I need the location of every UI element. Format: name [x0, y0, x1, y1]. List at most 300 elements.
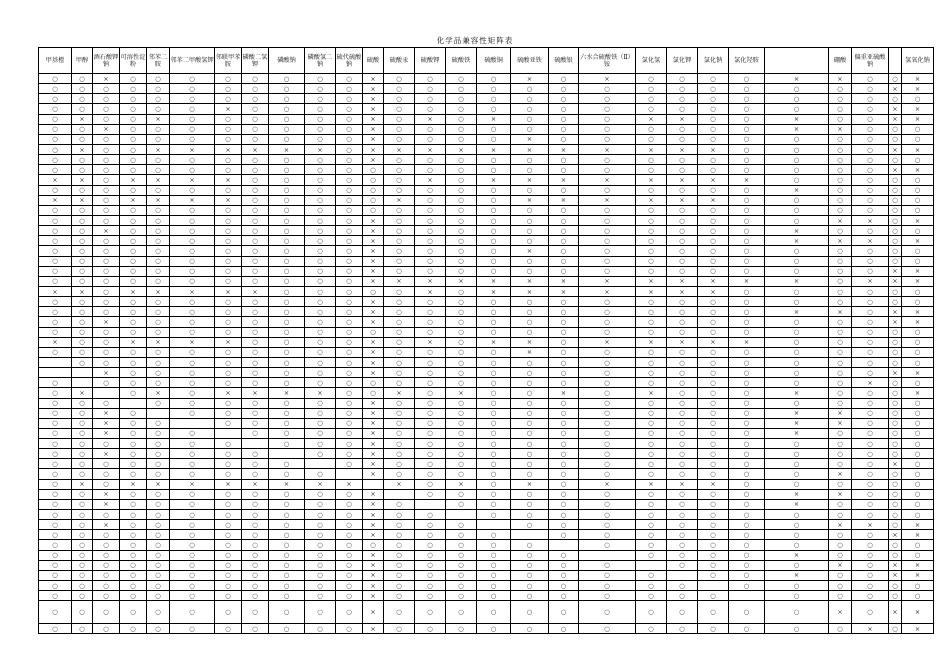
matrix-cell: ○: [170, 276, 215, 286]
matrix-cell: ○: [698, 499, 729, 509]
matrix-cell: ○: [549, 591, 579, 601]
matrix-cell: ○: [93, 215, 120, 225]
matrix-cell: ○: [829, 459, 852, 469]
matrix-cell: ×: [579, 175, 636, 185]
matrix-cell: ×: [511, 479, 549, 489]
matrix-cell: ○: [147, 226, 170, 236]
table-row: [39, 439, 934, 449]
matrix-cell: ○: [446, 286, 477, 296]
matrix-cell: ○: [729, 226, 765, 236]
matrix-cell: ○: [305, 327, 336, 337]
matrix-cell: ×: [889, 84, 902, 94]
matrix-cell: ×: [511, 175, 549, 185]
matrix-cell: ×: [363, 276, 384, 286]
matrix-cell: ○: [579, 459, 636, 469]
matrix-cell: ×: [902, 236, 934, 246]
matrix-cell: ×: [667, 286, 698, 296]
matrix-cell: ×: [363, 226, 384, 236]
matrix-cell: ○: [446, 337, 477, 347]
matrix-cell: ○: [93, 530, 120, 540]
matrix-cell: ○: [269, 327, 305, 337]
matrix-cell: ○: [636, 266, 667, 276]
matrix-cell: ×: [147, 337, 170, 347]
matrix-cell: ○: [729, 205, 765, 215]
matrix-cell: ○: [120, 520, 147, 530]
matrix-cell: ○: [902, 195, 934, 205]
matrix-cell: ○: [729, 357, 765, 367]
matrix-cell: ○: [147, 469, 170, 479]
matrix-cell: ○: [72, 449, 93, 459]
matrix-cell: ○: [852, 489, 889, 499]
matrix-cell: ○: [729, 428, 765, 438]
matrix-cell: ○: [549, 560, 579, 570]
matrix-cell: ○: [902, 327, 934, 337]
matrix-cell: ×: [39, 337, 72, 347]
matrix-cell: ○: [902, 357, 934, 367]
matrix-cell: ○: [765, 337, 829, 347]
matrix-cell: ○: [415, 408, 446, 418]
matrix-cell: ○: [242, 297, 269, 307]
matrix-cell: ×: [902, 570, 934, 580]
column-header: 氯化氢: [636, 48, 667, 74]
matrix-cell: ○: [242, 205, 269, 215]
matrix-cell: ○: [93, 570, 120, 580]
matrix-cell: ×: [729, 276, 765, 286]
matrix-cell: ×: [636, 276, 667, 286]
matrix-cell: ○: [579, 357, 636, 367]
matrix-cell: ○: [336, 205, 363, 215]
matrix-cell: ×: [636, 479, 667, 489]
matrix-cell: ○: [120, 205, 147, 215]
matrix-cell: ○: [579, 530, 636, 540]
matrix-cell: ×: [363, 459, 384, 469]
matrix-cell: ×: [698, 276, 729, 286]
matrix-cell: ×: [636, 175, 667, 185]
matrix-cell: ×: [477, 144, 511, 154]
matrix-cell: ×: [93, 226, 120, 236]
matrix-cell: ×: [305, 144, 336, 154]
matrix-cell: ○: [477, 307, 511, 317]
matrix-cell: ×: [363, 398, 384, 408]
matrix-cell: ×: [579, 479, 636, 489]
matrix-cell: ○: [829, 368, 852, 378]
matrix-cell: ○: [242, 368, 269, 378]
matrix-cell: ○: [446, 540, 477, 550]
matrix-cell: ×: [446, 276, 477, 286]
matrix-cell: ○: [415, 428, 446, 438]
matrix-cell: ○: [120, 560, 147, 570]
matrix-cell: ○: [698, 347, 729, 357]
matrix-cell: ○: [415, 591, 446, 601]
matrix-cell: ○: [415, 266, 446, 276]
matrix-cell: ×: [363, 560, 384, 570]
matrix-cell: ×: [698, 337, 729, 347]
matrix-cell: ○: [765, 246, 829, 256]
matrix-cell: ○: [511, 205, 549, 215]
matrix-cell: ×: [363, 347, 384, 357]
matrix-cell: ○: [889, 378, 902, 388]
matrix-cell: ○: [363, 195, 384, 205]
matrix-cell: ○: [446, 185, 477, 195]
matrix-cell: ○: [215, 570, 242, 580]
matrix-cell: ○: [39, 601, 72, 624]
matrix-cell: ○: [147, 398, 170, 408]
matrix-cell: ○: [829, 347, 852, 357]
matrix-cell: ○: [147, 499, 170, 509]
matrix-cell: ○: [729, 215, 765, 225]
matrix-cell: ○: [147, 439, 170, 449]
matrix-cell: ○: [511, 84, 549, 94]
matrix-cell: ○: [579, 398, 636, 408]
matrix-cell: ○: [72, 418, 93, 428]
matrix-cell: ○: [305, 165, 336, 175]
matrix-cell: ○: [667, 530, 698, 540]
matrix-cell: ○: [215, 408, 242, 418]
matrix-cell: ○: [902, 591, 934, 601]
matrix-cell: ○: [729, 530, 765, 540]
matrix-cell: ○: [889, 581, 902, 591]
matrix-cell: ×: [384, 479, 415, 489]
matrix-cell: ○: [215, 124, 242, 134]
matrix-cell: ○: [336, 175, 363, 185]
matrix-cell: ×: [511, 74, 549, 84]
matrix-cell: ○: [269, 155, 305, 165]
matrix-cell: ○: [446, 530, 477, 540]
table-row: [39, 601, 934, 624]
matrix-cell: ○: [852, 226, 889, 236]
matrix-cell: ○: [93, 104, 120, 114]
matrix-cell: ×: [765, 489, 829, 499]
matrix-cell: ○: [39, 236, 72, 246]
matrix-cell: ○: [415, 510, 446, 520]
matrix-cell: ○: [269, 439, 305, 449]
matrix-cell: ○: [269, 418, 305, 428]
matrix-cell: ○: [852, 469, 889, 479]
matrix-cell: ○: [729, 459, 765, 469]
matrix-cell: ○: [852, 368, 889, 378]
matrix-cell: ○: [477, 378, 511, 388]
matrix-cell: ○: [698, 94, 729, 104]
matrix-cell: ×: [765, 236, 829, 246]
matrix-cell: ○: [829, 540, 852, 550]
matrix-cell: ○: [579, 347, 636, 357]
matrix-cell: ×: [363, 368, 384, 378]
matrix-cell: ○: [852, 398, 889, 408]
matrix-cell: ○: [170, 550, 215, 560]
matrix-cell: ○: [215, 469, 242, 479]
matrix-cell: ○: [765, 357, 829, 367]
matrix-cell: ○: [242, 591, 269, 601]
matrix-cell: ○: [889, 246, 902, 256]
column-header: 磷酸氢二钠: [305, 48, 336, 74]
matrix-cell: ×: [120, 175, 147, 185]
matrix-cell: ○: [698, 540, 729, 550]
matrix-cell: ○: [384, 581, 415, 591]
matrix-cell: ×: [415, 276, 446, 286]
matrix-cell: ○: [120, 459, 147, 469]
matrix-cell: ○: [852, 114, 889, 124]
matrix-cell: ○: [120, 469, 147, 479]
matrix-cell: ○: [72, 624, 93, 634]
matrix-cell: ○: [446, 84, 477, 94]
matrix-cell: ×: [269, 479, 305, 489]
table-row: [39, 205, 934, 215]
matrix-cell: ○: [636, 317, 667, 327]
matrix-cell: ○: [477, 398, 511, 408]
matrix-cell: ○: [269, 236, 305, 246]
matrix-cell: ○: [415, 347, 446, 357]
matrix-cell: ○: [72, 124, 93, 134]
matrix-cell: ○: [147, 297, 170, 307]
matrix-cell: ○: [269, 489, 305, 499]
matrix-cell: ○: [549, 439, 579, 449]
matrix-cell: ○: [415, 398, 446, 408]
matrix-cell: ×: [829, 520, 852, 530]
table-row: [39, 246, 934, 256]
matrix-cell: ○: [120, 327, 147, 337]
matrix-cell: ○: [305, 581, 336, 591]
matrix-cell: ○: [72, 104, 93, 114]
matrix-cell: ○: [698, 226, 729, 236]
matrix-cell: ○: [39, 479, 72, 489]
table-row: [39, 236, 934, 246]
matrix-cell: ○: [446, 317, 477, 327]
matrix-cell: ○: [889, 215, 902, 225]
matrix-cell: ○: [72, 307, 93, 317]
matrix-cell: ○: [170, 357, 215, 367]
matrix-cell: ○: [384, 134, 415, 144]
matrix-cell: ○: [636, 624, 667, 634]
matrix-cell: ○: [384, 510, 415, 520]
matrix-cell: ○: [269, 398, 305, 408]
matrix-cell: ○: [215, 155, 242, 165]
matrix-cell: ○: [667, 104, 698, 114]
matrix-cell: ○: [72, 489, 93, 499]
matrix-cell: ○: [305, 155, 336, 165]
matrix-cell: ○: [336, 286, 363, 296]
matrix-cell: ○: [729, 510, 765, 520]
matrix-cell: ○: [39, 624, 72, 634]
matrix-cell: ○: [579, 418, 636, 428]
matrix-cell: ○: [765, 297, 829, 307]
matrix-cell: ○: [215, 84, 242, 94]
matrix-cell: ×: [579, 74, 636, 84]
matrix-cell: ○: [765, 104, 829, 114]
matrix-cell: ×: [829, 215, 852, 225]
matrix-cell: ○: [170, 530, 215, 540]
matrix-cell: ×: [765, 428, 829, 438]
matrix-cell: ○: [549, 226, 579, 236]
matrix-cell: ○: [242, 94, 269, 104]
matrix-cell: ×: [636, 114, 667, 124]
matrix-cell: ○: [305, 449, 336, 459]
matrix-cell: ×: [39, 175, 72, 185]
matrix-cell: ○: [93, 459, 120, 469]
matrix-cell: ×: [889, 165, 902, 175]
matrix-cell: ○: [477, 124, 511, 134]
matrix-cell: ○: [698, 368, 729, 378]
matrix-cell: ○: [93, 510, 120, 520]
matrix-cell: ○: [636, 307, 667, 317]
matrix-cell: ○: [698, 408, 729, 418]
matrix-cell: ○: [667, 520, 698, 530]
matrix-cell: ○: [269, 347, 305, 357]
matrix-cell: ○: [72, 428, 93, 438]
matrix-cell: ○: [667, 165, 698, 175]
matrix-cell: ○: [829, 378, 852, 388]
matrix-cell: ○: [242, 550, 269, 560]
matrix-cell: ×: [72, 388, 93, 398]
matrix-cell: ×: [765, 276, 829, 286]
matrix-cell: ○: [269, 195, 305, 205]
matrix-cell: ○: [698, 357, 729, 367]
matrix-cell: ○: [415, 327, 446, 337]
matrix-cell: ○: [269, 550, 305, 560]
matrix-cell: ○: [93, 398, 120, 408]
matrix-cell: ○: [549, 114, 579, 124]
table-row: [39, 499, 934, 509]
matrix-cell: ○: [93, 286, 120, 296]
matrix-cell: ○: [667, 357, 698, 367]
matrix-cell: ○: [889, 499, 902, 509]
matrix-cell: ○: [698, 256, 729, 266]
matrix-cell: ○: [72, 134, 93, 144]
matrix-cell: ○: [477, 601, 511, 624]
matrix-cell: ○: [852, 266, 889, 276]
matrix-cell: ○: [72, 337, 93, 347]
matrix-cell: ○: [305, 276, 336, 286]
matrix-cell: ×: [363, 155, 384, 165]
matrix-cell: ○: [215, 459, 242, 469]
matrix-cell: ○: [579, 226, 636, 236]
matrix-cell: ○: [889, 449, 902, 459]
matrix-cell: ○: [579, 601, 636, 624]
matrix-cell: ○: [549, 550, 579, 560]
matrix-cell: ○: [636, 398, 667, 408]
matrix-cell: ○: [446, 570, 477, 580]
matrix-cell: ○: [729, 398, 765, 408]
matrix-cell: ○: [72, 408, 93, 418]
matrix-cell: ○: [242, 74, 269, 84]
matrix-cell: ×: [384, 276, 415, 286]
matrix-cell: ○: [384, 337, 415, 347]
matrix-cell: ○: [829, 175, 852, 185]
matrix-cell: ○: [511, 428, 549, 438]
matrix-cell: ×: [170, 337, 215, 347]
matrix-cell: ○: [765, 317, 829, 327]
matrix-cell: [636, 560, 667, 570]
matrix-cell: ○: [305, 378, 336, 388]
matrix-cell: ○: [39, 388, 72, 398]
matrix-cell: ○: [72, 540, 93, 550]
matrix-cell: ○: [446, 418, 477, 428]
matrix-cell: ○: [477, 317, 511, 327]
matrix-cell: ○: [39, 398, 72, 408]
matrix-cell: ○: [384, 601, 415, 624]
matrix-cell: ○: [477, 297, 511, 307]
matrix-cell: ○: [636, 84, 667, 94]
matrix-cell: ○: [93, 347, 120, 357]
matrix-cell: ○: [829, 195, 852, 205]
matrix-cell: ○: [852, 499, 889, 509]
matrix-cell: ○: [636, 581, 667, 591]
matrix-cell: ○: [72, 550, 93, 560]
matrix-cell: ×: [698, 175, 729, 185]
matrix-cell: ○: [39, 215, 72, 225]
matrix-cell: ○: [170, 624, 215, 634]
matrix-cell: ○: [242, 155, 269, 165]
matrix-cell: ○: [698, 428, 729, 438]
matrix-cell: ○: [446, 226, 477, 236]
matrix-cell: ○: [579, 215, 636, 225]
matrix-cell: ○: [120, 215, 147, 225]
matrix-cell: ○: [511, 297, 549, 307]
matrix-cell: ×: [477, 276, 511, 286]
matrix-cell: ○: [829, 226, 852, 236]
matrix-cell: ○: [667, 378, 698, 388]
matrix-cell: ○: [242, 624, 269, 634]
matrix-cell: ○: [336, 165, 363, 175]
matrix-cell: ○: [170, 215, 215, 225]
matrix-cell: ○: [579, 439, 636, 449]
matrix-cell: ○: [336, 246, 363, 256]
matrix-cell: ○: [477, 459, 511, 469]
matrix-cell: ○: [147, 428, 170, 438]
matrix-cell: ○: [305, 439, 336, 449]
matrix-cell: ○: [636, 155, 667, 165]
matrix-cell: ○: [269, 134, 305, 144]
matrix-cell: ○: [336, 418, 363, 428]
matrix-cell: ○: [384, 317, 415, 327]
matrix-cell: ○: [147, 459, 170, 469]
matrix-cell: ○: [765, 368, 829, 378]
matrix-cell: ○: [829, 286, 852, 296]
matrix-cell: ×: [902, 530, 934, 540]
matrix-cell: ○: [765, 94, 829, 104]
matrix-cell: [72, 378, 93, 388]
table-row: [39, 398, 934, 408]
matrix-cell: ○: [667, 418, 698, 428]
matrix-cell: ○: [549, 459, 579, 469]
matrix-cell: ○: [336, 347, 363, 357]
matrix-cell: ○: [477, 256, 511, 266]
matrix-cell: ○: [305, 428, 336, 438]
matrix-cell: ○: [852, 449, 889, 459]
matrix-cell: ○: [269, 428, 305, 438]
matrix-cell: ○: [384, 185, 415, 195]
matrix-cell: ×: [549, 286, 579, 296]
matrix-cell: ○: [446, 307, 477, 317]
matrix-cell: ○: [698, 469, 729, 479]
column-header: 氢氧化钠: [902, 48, 934, 74]
matrix-cell: ○: [242, 570, 269, 580]
matrix-cell: ○: [384, 175, 415, 185]
matrix-cell: ○: [765, 144, 829, 154]
matrix-cell: ○: [242, 165, 269, 175]
matrix-cell: ○: [336, 144, 363, 154]
matrix-cell: ○: [170, 408, 215, 418]
matrix-cell: ○: [446, 449, 477, 459]
matrix-cell: [415, 499, 446, 509]
matrix-cell: ○: [269, 459, 305, 469]
matrix-cell: ○: [729, 94, 765, 104]
matrix-cell: ○: [852, 550, 889, 560]
matrix-cell: ○: [170, 347, 215, 357]
matrix-cell: ○: [852, 418, 889, 428]
matrix-cell: ○: [889, 591, 902, 601]
matrix-cell: ○: [39, 307, 72, 317]
matrix-cell: ○: [477, 246, 511, 256]
